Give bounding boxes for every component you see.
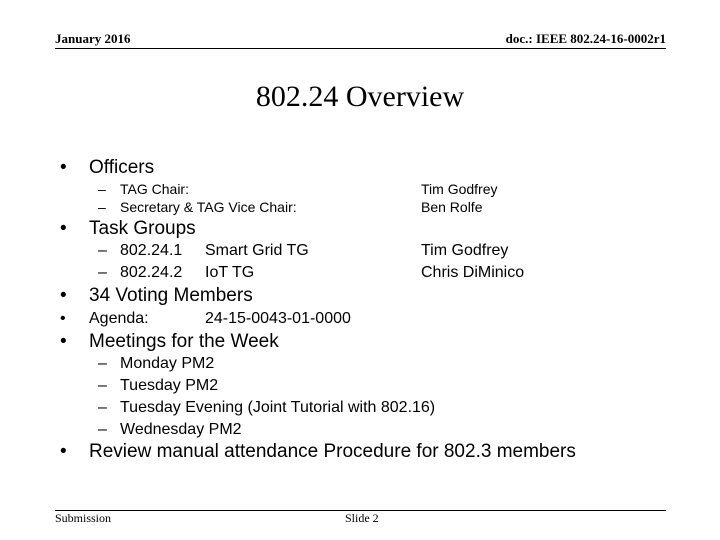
officer-role: TAG Chair: (120, 181, 189, 197)
voting-members: 34 Voting Members (89, 285, 253, 306)
slide-title: 802.24 Overview (255, 80, 465, 113)
dash-glyph: – (98, 355, 107, 372)
bullet-dot: • (60, 157, 67, 178)
agenda-label: Agenda: (89, 310, 149, 327)
footer-slide-number: Slide 2 (345, 511, 379, 525)
task-group-topic: IoT TG (205, 264, 255, 281)
task-group-topic: Smart Grid TG (205, 242, 309, 259)
officer-name: Tim Godfrey (421, 181, 498, 197)
dash-glyph: – (98, 399, 107, 416)
header-doc-id: doc.: IEEE 802.24-16-0002r1 (505, 31, 666, 46)
dash-glyph: – (98, 377, 107, 394)
meeting-item: Tuesday PM2 (120, 377, 219, 394)
bullet-dot: • (60, 310, 66, 327)
officer-role: Secretary & TAG Vice Chair: (120, 199, 297, 215)
dash-glyph: – (98, 264, 107, 281)
bullet-dot: • (60, 218, 67, 239)
review-note: Review manual attendance Procedure for 802.3 members (89, 441, 576, 462)
agenda-document: 24-15-0043-01-0000 (205, 310, 351, 327)
header-rule (55, 48, 666, 49)
bullet-dot: • (60, 441, 67, 462)
footer-submission: Submission (55, 511, 112, 525)
header-date: January 2016 (55, 31, 131, 46)
meeting-item: Wednesday PM2 (120, 421, 242, 438)
task-group-id: 802.24.1 (120, 242, 183, 259)
dash-glyph: – (98, 199, 106, 215)
task-group-id: 802.24.2 (120, 264, 183, 281)
bullet-dot: • (60, 331, 67, 352)
meetings-heading: Meetings for the Week (89, 331, 279, 352)
task-group-chair: Chris DiMinico (421, 264, 525, 281)
task-groups-heading: Task Groups (89, 218, 196, 239)
meeting-item: Tuesday Evening (Joint Tutorial with 802.16) (120, 399, 436, 416)
dash-glyph: – (98, 181, 106, 197)
dash-glyph: – (98, 421, 107, 438)
officer-name: Ben Rolfe (421, 199, 483, 215)
officers-heading: Officers (89, 157, 155, 178)
dash-glyph: – (98, 242, 107, 259)
bullet-dot: • (60, 285, 67, 306)
task-group-chair: Tim Godfrey (421, 242, 509, 259)
meeting-item: Monday PM2 (120, 355, 215, 372)
